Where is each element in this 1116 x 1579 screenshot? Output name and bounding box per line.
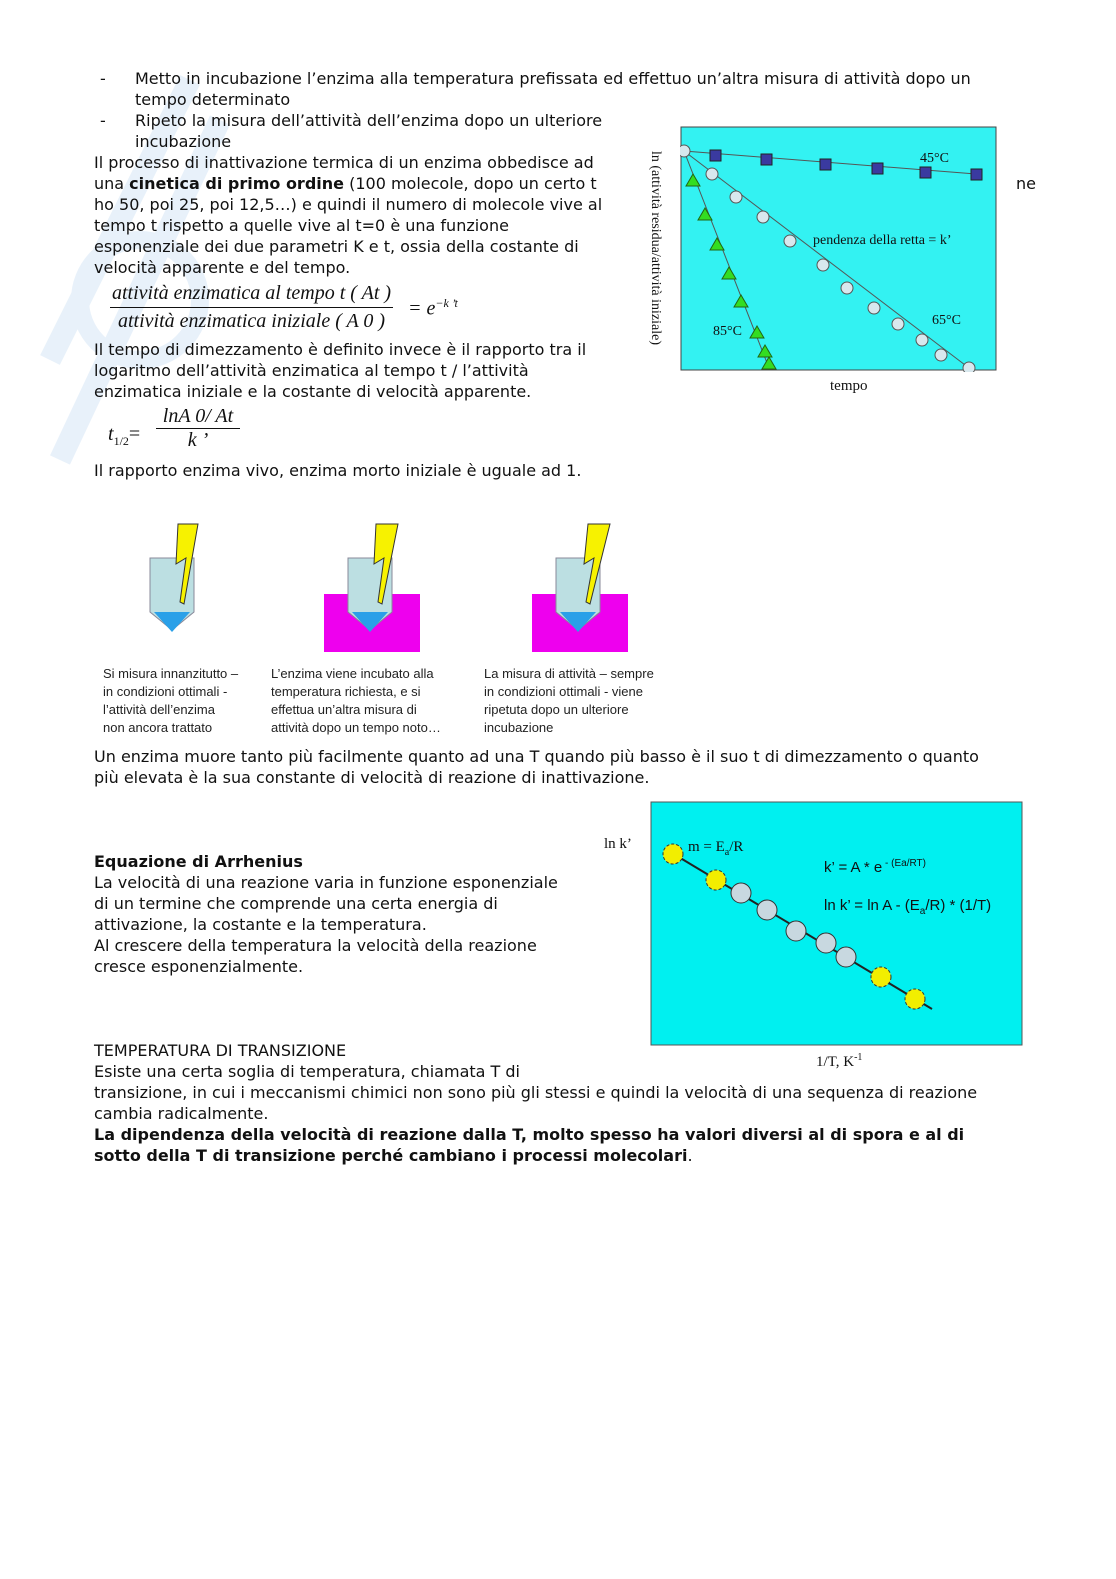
point-gray xyxy=(836,947,856,967)
point-65c xyxy=(706,168,718,180)
label-slope: pendenza della retta = k’ xyxy=(813,233,952,248)
stray-ne: ne xyxy=(1016,174,1036,193)
para4-line2: più elevata è la sua constante di velocità di reazione di inattivazione. xyxy=(94,768,650,787)
caption-1: Si misura innanzitutto – in condizioni ottimali - l’attività dell’enzima non ancora trattato xyxy=(103,666,239,735)
chart1-xlabel: tempo xyxy=(830,378,868,394)
point-65c xyxy=(916,334,928,346)
bullet-2-line2: incubazione xyxy=(135,132,232,151)
para2-line3: enzimatica iniziale e la costante di velocità apparente. xyxy=(94,382,532,401)
point-65c xyxy=(730,191,742,203)
electrode-diagram-1 xyxy=(140,522,210,637)
bullet-1-line1: Metto in incubazione l’enzima alla temperatura prefissata ed effettuo un’altra misura di attività dopo un xyxy=(135,69,971,88)
point-65c xyxy=(935,349,947,361)
label-85c: 85°C xyxy=(713,324,742,339)
para3: Il rapporto enzima vivo, enzima morto iniziale è uguale ad 1. xyxy=(94,461,582,480)
electrode-diagram-3 xyxy=(530,522,630,652)
point-gray xyxy=(786,921,806,941)
bullet-marker: - xyxy=(100,69,106,88)
para2-line1: Il tempo di dimezzamento è definito invece è il rapporto tra il xyxy=(94,340,587,359)
chart2-ylabel: ln k’ xyxy=(604,836,632,852)
point-65c xyxy=(841,282,853,294)
arrhenius-line4: Al crescere della temperatura la velocità della reazione xyxy=(94,936,537,955)
eq1-denominator: attività enzimatica iniziale ( A 0 ) xyxy=(118,310,386,332)
point-65c xyxy=(784,235,796,247)
arrhenius-line1: La velocità di una reazione varia in funzione esponenziale xyxy=(94,873,558,892)
blue-drop xyxy=(154,612,190,632)
transition-line3: cambia radicalmente. xyxy=(94,1104,269,1123)
caption-2: L’enzima viene incubato alla temperatura richiesta, e si effettua un’altra misura di attività dopo un tempo noto… xyxy=(271,666,441,735)
para1-line1: Il processo di inattivazione termica di un enzima obbedisce ad xyxy=(94,153,594,172)
point-yellow xyxy=(871,967,891,987)
eq1-rhs: = $e^{-k ’t}$ xyxy=(408,296,458,320)
transition-title: TEMPERATURA DI TRANSIZIONE xyxy=(94,1041,347,1060)
para1-line3: ho 50, poi 25, poi 12,5…) e quindi il numero di molecole vive al xyxy=(94,195,603,214)
point-65c xyxy=(757,211,769,223)
point-gray xyxy=(757,900,777,920)
point-45c xyxy=(872,163,883,174)
para1-line4: tempo t rispetto a quelle vive al t=0 è una funzione xyxy=(94,216,509,235)
label-65c: 65°C xyxy=(932,313,961,328)
chart1-ylabel: ln (attività residua/attività iniziale) xyxy=(648,151,663,345)
inactivation-chart xyxy=(680,126,998,372)
chart2-xlabel: 1/T, $K^{-1}$ xyxy=(816,1052,863,1070)
bullet-marker: - xyxy=(100,111,106,130)
point-45c xyxy=(971,169,982,180)
point-45c xyxy=(761,154,772,165)
point-65c xyxy=(963,362,975,372)
point-45c xyxy=(710,150,721,161)
arrhenius-line2: di un termine che comprende una certa energia di xyxy=(94,894,498,913)
caption-3: La misura di attività – sempre in condizioni ottimali - viene ripetuta dopo un ulteriore incubazione xyxy=(484,666,654,735)
point-yellow xyxy=(663,844,683,864)
point-gray xyxy=(731,883,751,903)
para4-line1: Un enzima muore tanto più facilmente quanto ad una T quando più basso è il suo t di dimezzamento o quanto xyxy=(94,747,979,766)
arrhenius-line3: attivazione, la costante e la temperatura. xyxy=(94,915,427,934)
para2-line2: logaritmo dell’attività enzimatica al tempo t / l’attività xyxy=(94,361,529,380)
arrhenius-chart xyxy=(650,801,1024,1047)
label-45c: 45°C xyxy=(920,151,949,166)
point-65c xyxy=(892,318,904,330)
point-45c xyxy=(820,159,831,170)
transition-bold2: sotto della T di transizione perché cambiano i processi molecolari. xyxy=(94,1146,693,1165)
arrhenius-eq-a: k’ = A * e $^{- (Ea/RT)}$ xyxy=(824,858,926,876)
point-65c xyxy=(817,259,829,271)
transition-bold1: La dipendenza della velocità di reazione dalla T, molto spesso ha valori diversi al di spora e al di xyxy=(94,1125,965,1144)
para1-line2: una cinetica di primo ordine (100 molecole, dopo un certo t xyxy=(94,174,597,193)
bullet-1-line2: tempo determinato xyxy=(135,90,291,109)
bullet-2-line1: Ripeto la misura dell’attività dell’enzima dopo un ulteriore xyxy=(135,111,603,130)
first-order-kinetics: cinetica di primo ordine xyxy=(129,174,344,193)
transition-line2: transizione, in cui i meccanismi chimici non sono più gli stessi e quindi la velocità di una sequenza di reazione xyxy=(94,1083,978,1102)
point-yellow xyxy=(905,989,925,1009)
slope-label: $m = E_a/R$ xyxy=(688,839,744,858)
point-gray xyxy=(816,933,836,953)
transition-line1: Esiste una certa soglia di temperatura, chiamata T di xyxy=(94,1062,520,1081)
para1-line5: esponenziale dei due parametri K e t, ossia della costante di xyxy=(94,237,579,256)
point-yellow xyxy=(706,870,726,890)
point-45c xyxy=(920,167,931,178)
arrhenius-eq-b: ln k’ = ln A - $(E_a/R) * (1/T)$ xyxy=(824,897,992,917)
point-65c xyxy=(868,302,880,314)
point-65c xyxy=(680,145,690,157)
electrode-diagram-2 xyxy=(322,522,422,652)
arrhenius-title: Equazione di Arrhenius xyxy=(94,852,303,871)
equation-activity-ratio xyxy=(110,282,393,333)
arrhenius-line5: cresce esponenzialmente. xyxy=(94,957,304,976)
para1-line6: velocità apparente e del tempo. xyxy=(94,258,351,277)
eq1-numerator: attività enzimatica al tempo t ( At ) xyxy=(110,282,393,308)
